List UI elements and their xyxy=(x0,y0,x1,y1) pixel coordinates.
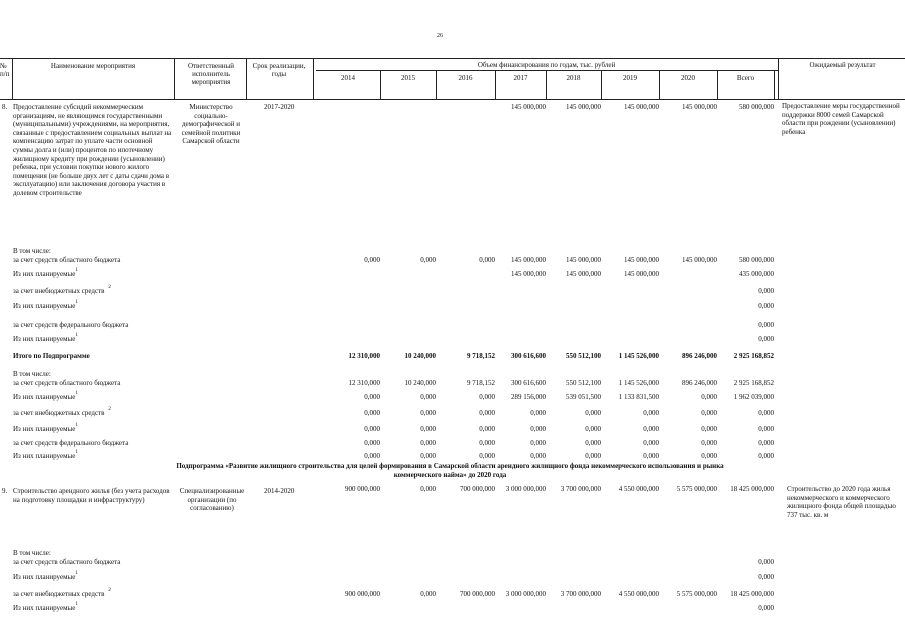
value-cell: 0,000 xyxy=(701,452,717,460)
footnote-marker: 1 xyxy=(75,391,78,396)
item8-result: Предоставление меры государственной поддержки 8000 семей Самарской области при рождении (усыновлении) ребенка xyxy=(782,102,900,136)
value-cell: 0,000 xyxy=(758,558,774,566)
table-rule xyxy=(778,58,779,99)
table-rule xyxy=(0,58,905,59)
value-cell: 0,000 xyxy=(420,256,436,264)
table-rule xyxy=(0,99,905,100)
year-header-2015: 2015 xyxy=(401,74,415,82)
footnote-marker: 1 xyxy=(75,423,78,428)
table-rule xyxy=(12,58,13,99)
row-label: Из них планируемые xyxy=(13,335,76,343)
year-header-2017: 2017 xyxy=(513,74,528,82)
value-cell: 145 000,000 xyxy=(566,270,601,278)
year-header-2019: 2019 xyxy=(623,74,637,82)
footnote-marker: 1 xyxy=(75,571,78,576)
year-header-2014: 2014 xyxy=(341,74,355,82)
value-cell: 145 000,000 xyxy=(624,256,659,264)
value-cell: 896 246,000 xyxy=(682,379,717,387)
value-cell: 12 310,000 xyxy=(348,379,380,387)
value-cell: 145 000,000 xyxy=(566,256,601,264)
row-label: за счет внебюджетных средств xyxy=(13,409,105,417)
year-header-Всего: Всего xyxy=(736,74,755,82)
value-cell: 0,000 xyxy=(758,409,774,417)
value-cell: 0,000 xyxy=(364,439,380,447)
footnote-marker: 2 xyxy=(108,285,111,290)
row-label: за счет внебюджетных средств xyxy=(13,287,105,295)
value-cell: 0,000 xyxy=(643,452,659,460)
value-cell: 0,000 xyxy=(585,425,601,433)
value-cell: 900 000,000 xyxy=(345,485,380,493)
footnote-marker: 1 xyxy=(75,333,78,338)
table-rule xyxy=(174,58,175,99)
value-cell: 0,000 xyxy=(585,439,601,447)
year-header-2018: 2018 xyxy=(566,74,581,82)
value-cell: 0,000 xyxy=(479,439,495,447)
value-cell: 0,000 xyxy=(585,409,601,417)
value-cell: 145 000,000 xyxy=(682,256,717,264)
value-cell: 300 616,600 xyxy=(511,352,546,360)
value-cell: 4 550 000,000 xyxy=(618,590,659,598)
value-cell: 0,000 xyxy=(643,425,659,433)
value-cell: 3 000 000,000 xyxy=(505,590,546,598)
row-label: Из них планируемые xyxy=(13,425,76,433)
value-cell: 1 962 039,000 xyxy=(733,393,774,401)
item8-name: Предоставление субсидий некоммерческим организациям, не являющимся государственными (муниципальными) учреждениями, на мероприятия, связанные с предоставлением социальных выплат на компенсацию затрат по уплате части основной суммы долга и (или) процентов по ипотечному жилищному кредиту при рождении (усыновлении) ребенка, при условии покупки нового жилого помещения (не больше двух лет с даты сдачи дома в эксплуатацию) или заключения договора участия в долевом строительстве xyxy=(13,103,172,197)
value-cell: 0,000 xyxy=(643,409,659,417)
value-cell: 0,000 xyxy=(364,425,380,433)
value-cell: 0,000 xyxy=(758,287,774,295)
item9-result: Строительство до 2020 года жилья некоммерческого и коммерческого жилищного фонда общей площадью 737 тыс. кв. м xyxy=(787,485,896,519)
value-cell: 145 000,000 xyxy=(511,103,546,111)
value-cell: 700 000,000 xyxy=(460,590,495,598)
value-cell: 550 512,100 xyxy=(566,379,601,387)
item9-period: 2014-2020 xyxy=(264,487,295,495)
value-cell: 0,000 xyxy=(420,425,436,433)
footnote-marker: 2 xyxy=(108,407,111,412)
value-cell: 0,000 xyxy=(364,256,380,264)
item8-executor: Министерство социально-демографической и семейной политики Самарской области xyxy=(181,103,241,146)
footnote-marker: 2 xyxy=(108,588,111,593)
value-cell: 300 616,600 xyxy=(511,379,546,387)
value-cell: 0,000 xyxy=(701,409,717,417)
value-cell: 2 925 168,852 xyxy=(733,352,774,360)
item9-name: Строительство арендного жилья (без учета расходов на подготовку площадки и инфраструктуру) xyxy=(13,487,170,504)
value-cell: 0,000 xyxy=(420,393,436,401)
value-cell: 0,000 xyxy=(643,439,659,447)
page-number: 26 xyxy=(437,33,443,39)
value-cell: 145 000,000 xyxy=(511,256,546,264)
value-cell: 580 000,000 xyxy=(739,256,774,264)
value-cell: 145 000,000 xyxy=(624,270,659,278)
row-label: Из них планируемые xyxy=(13,302,76,310)
value-cell: 5 575 000,000 xyxy=(676,485,717,493)
year-header-2020: 2020 xyxy=(681,74,695,82)
value-cell: 550 512,100 xyxy=(566,352,601,360)
value-cell: 0,000 xyxy=(701,425,717,433)
footnote-marker: 1 xyxy=(75,602,78,607)
value-cell: 0,000 xyxy=(758,302,774,310)
row-label: Из них планируемые xyxy=(13,393,76,401)
item8-number: 8. xyxy=(2,103,8,111)
value-cell: 5 575 000,000 xyxy=(676,590,717,598)
row-label: за счет средств федерального бюджета xyxy=(13,321,129,329)
row-label: Из них планируемые xyxy=(13,604,76,612)
value-cell: 0,000 xyxy=(758,335,774,343)
value-cell: 0,000 xyxy=(420,439,436,447)
value-cell: 3 700 000,000 xyxy=(560,590,601,598)
footnote-marker: 1 xyxy=(75,268,78,273)
value-cell: 3 000 000,000 xyxy=(505,485,546,493)
value-cell: 145 000,000 xyxy=(624,103,659,111)
value-cell: 145 000,000 xyxy=(682,103,717,111)
value-cell: 145 000,000 xyxy=(566,103,601,111)
value-cell: 18 425 000,000 xyxy=(730,485,774,493)
value-cell: 0,000 xyxy=(758,573,774,581)
value-cell: 10 240,000 xyxy=(404,379,436,387)
row-label: Из них планируемые xyxy=(13,452,76,460)
item9-executor: Специализированные организации (по согласованию) xyxy=(179,487,245,513)
value-cell: 0,000 xyxy=(420,409,436,417)
value-cell: 0,000 xyxy=(758,439,774,447)
value-cell: 0,000 xyxy=(701,439,717,447)
value-cell: 0,000 xyxy=(758,425,774,433)
item8-period: 2017-2020 xyxy=(264,103,295,111)
value-cell: 0,000 xyxy=(420,452,436,460)
value-cell: 0,000 xyxy=(530,425,546,433)
value-cell: 539 051,500 xyxy=(566,393,601,401)
value-cell: 1 145 526,000 xyxy=(618,352,659,360)
value-cell: 9 718,152 xyxy=(467,379,495,387)
value-cell: 12 310,000 xyxy=(348,352,380,360)
value-cell: 0,000 xyxy=(479,452,495,460)
header-executor: Ответственный исполнитель мероприятия xyxy=(187,62,235,86)
row-label: В том числе: за счет средств областного бюджета xyxy=(13,370,121,387)
table-rule xyxy=(774,70,775,99)
value-cell: 580 000,000 xyxy=(739,103,774,111)
row-label: за счет средств федерального бюджета xyxy=(13,439,129,447)
value-cell: 900 000,000 xyxy=(345,590,380,598)
footnote-marker: 1 xyxy=(75,300,78,305)
value-cell: 0,000 xyxy=(530,439,546,447)
value-cell: 896 246,000 xyxy=(682,352,717,360)
total-label: Итого по Подпрограмме xyxy=(13,352,90,360)
value-cell: 0,000 xyxy=(364,452,380,460)
header-result: Ожидаемый результат xyxy=(809,61,876,69)
footnote-marker: 1 xyxy=(75,450,78,455)
row-label: Из них планируемые xyxy=(13,270,76,278)
header-number: № п/п xyxy=(0,62,10,78)
value-cell: 0,000 xyxy=(364,409,380,417)
value-cell: 0,000 xyxy=(530,409,546,417)
row-label: за счет внебюджетных средств xyxy=(13,590,105,598)
value-cell: 18 425 000,000 xyxy=(730,590,774,598)
value-cell: 9 718,152 xyxy=(467,352,495,360)
value-cell: 0,000 xyxy=(479,256,495,264)
value-cell: 1 145 526,000 xyxy=(618,379,659,387)
value-cell: 0,000 xyxy=(479,425,495,433)
item9-number: 9. xyxy=(2,487,8,495)
table-rule xyxy=(313,58,314,99)
value-cell: 2 925 168,852 xyxy=(733,379,774,387)
subprogram-title: Подпрограмма «Развитие жилищного строительства для целей формирования в Самарской области арендного жилищного фонда некоммерческого использования и рынка коммерческого найма» до 2020 года xyxy=(176,462,724,479)
value-cell: 0,000 xyxy=(701,393,717,401)
value-cell: 0,000 xyxy=(758,452,774,460)
value-cell: 0,000 xyxy=(758,604,774,612)
value-cell: 0,000 xyxy=(758,321,774,329)
value-cell: 289 156,000 xyxy=(511,393,546,401)
value-cell: 0,000 xyxy=(420,590,436,598)
header-period: Срок реализации, годы xyxy=(252,62,306,78)
table-rule xyxy=(316,70,778,71)
value-cell: 0,000 xyxy=(364,393,380,401)
value-cell: 0,000 xyxy=(585,452,601,460)
value-cell: 4 550 000,000 xyxy=(618,485,659,493)
row-label: В том числе: за счет средств областного бюджета xyxy=(13,247,121,264)
year-header-2016: 2016 xyxy=(458,74,473,82)
value-cell: 3 700 000,000 xyxy=(560,485,601,493)
value-cell: 145 000,000 xyxy=(511,270,546,278)
value-cell: 1 133 831,500 xyxy=(618,393,659,401)
value-cell: 0,000 xyxy=(530,452,546,460)
value-cell: 0,000 xyxy=(420,485,436,493)
value-cell: 0,000 xyxy=(479,393,495,401)
value-cell: 10 240,000 xyxy=(404,352,436,360)
value-cell: 0,000 xyxy=(479,409,495,417)
value-cell: 700 000,000 xyxy=(460,485,495,493)
row-label: Из них планируемые xyxy=(13,573,76,581)
header-name: Наименование мероприятия xyxy=(50,62,136,70)
value-cell: 435 000,000 xyxy=(739,270,774,278)
header-funding: Объем финансирования по годам, тыс. рублей xyxy=(477,61,616,69)
row-label: В том числе: за счет средств областного бюджета xyxy=(13,549,121,566)
